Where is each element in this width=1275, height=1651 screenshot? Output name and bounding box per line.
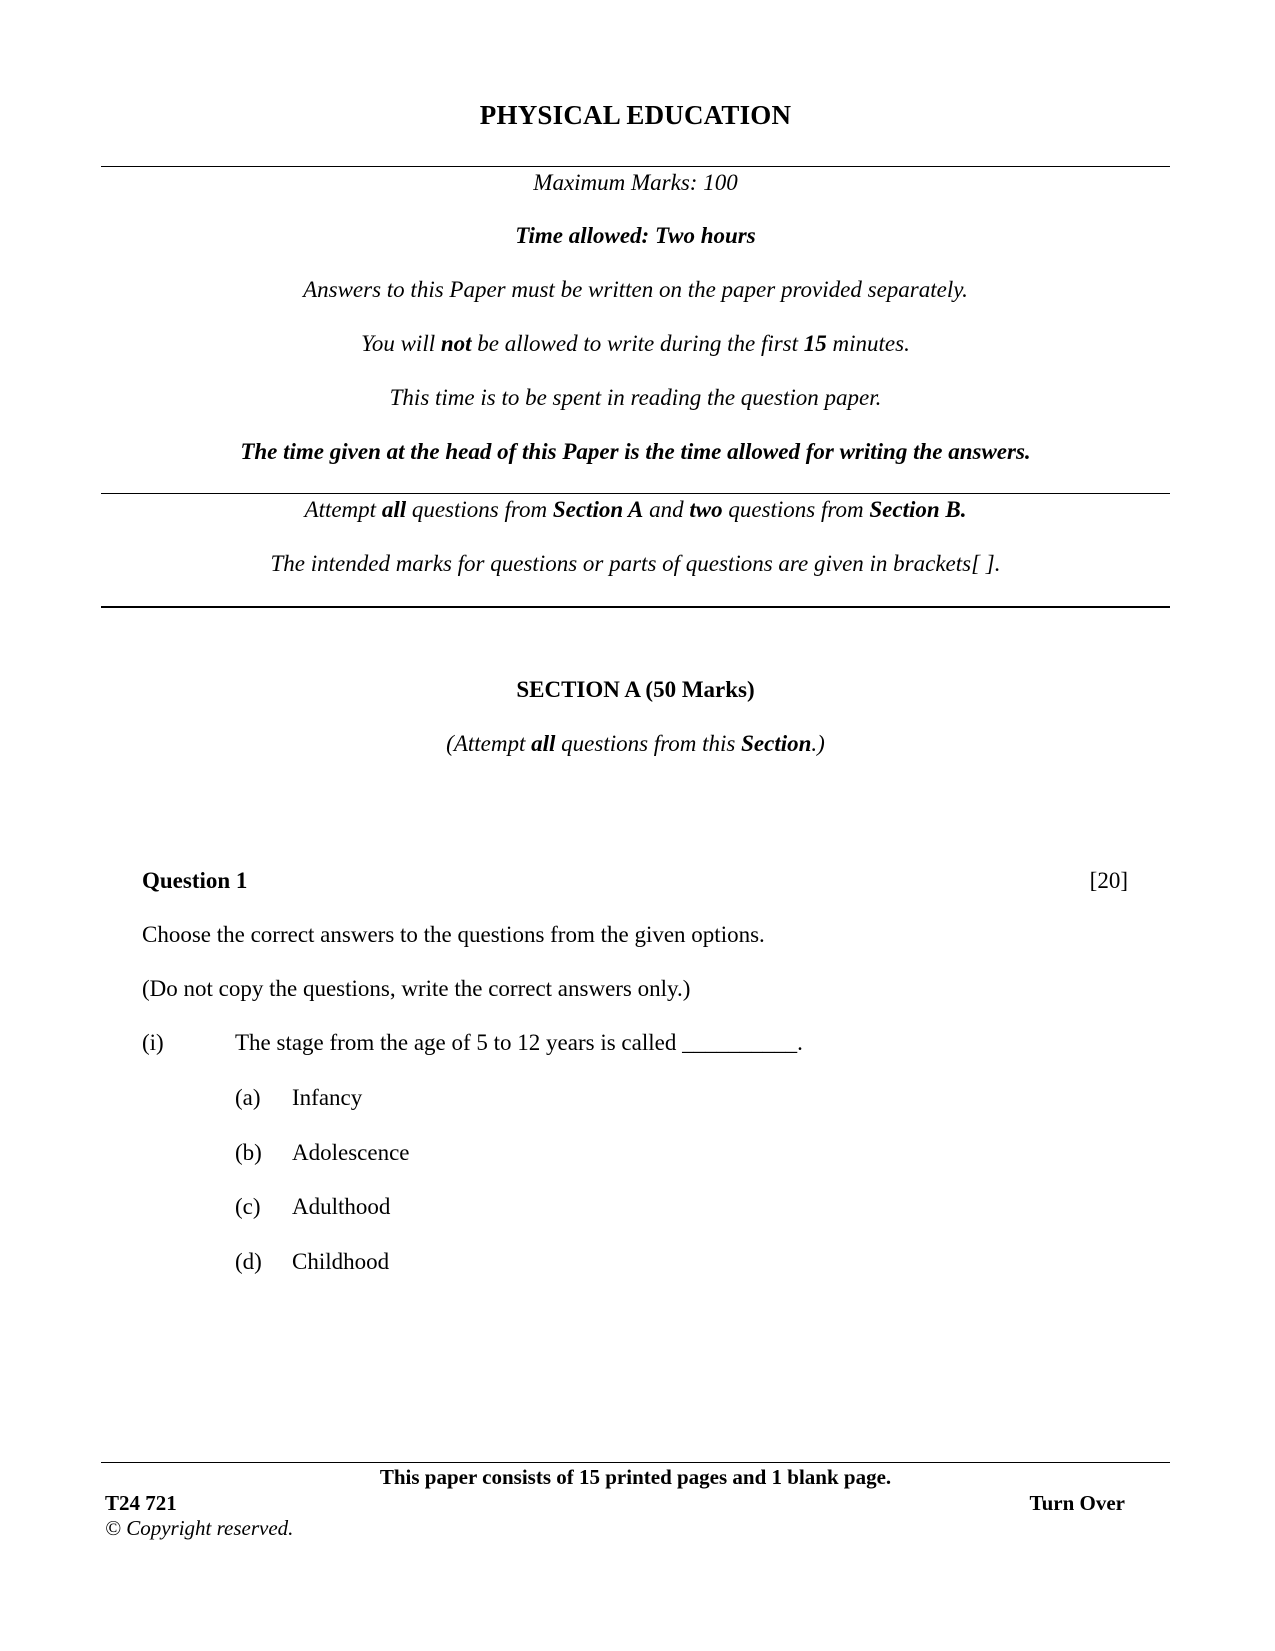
section-a-title: SECTION A (50 Marks)	[516, 677, 755, 702]
option-a-text: Infancy	[292, 1085, 363, 1110]
header-bottom-rule	[101, 606, 1170, 608]
attempt-emphasis-all: all	[381, 497, 407, 522]
instruction-reading-time	[101, 385, 1170, 411]
pages-note: This paper consists of 15 printed pages and 1 blank page.	[379, 1465, 892, 1489]
subtitle-emphasis-all: all	[531, 731, 556, 756]
marks-note: The intended marks for questions or parts of questions are given in brackets[ ].	[270, 551, 1001, 576]
option-a-label: (a)	[235, 1085, 261, 1110]
header-top-rule	[101, 166, 1170, 167]
option-d-label: (d)	[235, 1249, 262, 1274]
instruction-text: be allowed to write during the first	[471, 331, 804, 356]
option-c-label: (c)	[235, 1194, 261, 1219]
instruction-text: minutes.	[826, 331, 910, 356]
attempt-emphasis-section-b: Section B.	[869, 497, 967, 522]
instruction-text: Answers to this Paper must be written on the paper provided separately.	[303, 277, 968, 302]
header-middle-rule	[101, 493, 1170, 494]
option-b-label: (b)	[235, 1140, 262, 1165]
option-b-text: Adolescence	[292, 1140, 410, 1165]
subtitle-text: .)	[811, 731, 825, 756]
footer-rule	[101, 1462, 1170, 1463]
copyright-notice: © Copyright reserved.	[105, 1516, 294, 1540]
subtitle-emphasis-section: Section	[741, 731, 812, 756]
paper-title: PHYSICAL EDUCATION	[479, 100, 792, 130]
turn-over: Turn Over	[1029, 1491, 1125, 1515]
attempt-text: and	[643, 497, 690, 522]
instruction-no-writing	[101, 331, 1170, 357]
attempt-emphasis-two: two	[689, 497, 723, 522]
question-1-note: (Do not copy the questions, write the correct answers only.)	[142, 976, 691, 1001]
emphasis-not: not	[440, 331, 472, 356]
max-marks: Maximum Marks: 100	[533, 170, 738, 195]
option-d-text: Childhood	[292, 1249, 390, 1274]
part-i-number: (i)	[142, 1030, 164, 1055]
question-1-marks: [20]	[1089, 868, 1128, 893]
part-i-question-text: The stage from the age of 5 to 12 years is called __________.	[235, 1030, 803, 1055]
question-1-instruction: Choose the correct answers to the questions from the given options.	[142, 922, 765, 947]
time-allowed: Time allowed: Two hours	[515, 223, 756, 248]
question-1-label: Question 1	[142, 868, 248, 893]
attempt-emphasis-section-a: Section A	[552, 497, 644, 522]
subtitle-text: (Attempt	[446, 731, 532, 756]
option-c-text: Adulthood	[292, 1194, 391, 1219]
instruction-answers-separate	[101, 277, 1170, 303]
section-a-subtitle	[101, 731, 1170, 757]
attempt-instruction	[101, 497, 1170, 523]
instruction-text: You will	[361, 331, 441, 356]
instruction-text: This time is to be spent in reading the question paper.	[389, 385, 882, 410]
attempt-text: Attempt	[304, 497, 382, 522]
emphasis-minutes: 15	[803, 331, 827, 356]
attempt-text: questions from	[722, 497, 870, 522]
time-note: The time given at the head of this Paper is the time allowed for writing the answers.	[240, 439, 1031, 464]
paper-code: T24 721	[105, 1491, 177, 1515]
attempt-text: questions from	[406, 497, 553, 522]
subtitle-text: questions from this	[555, 731, 742, 756]
